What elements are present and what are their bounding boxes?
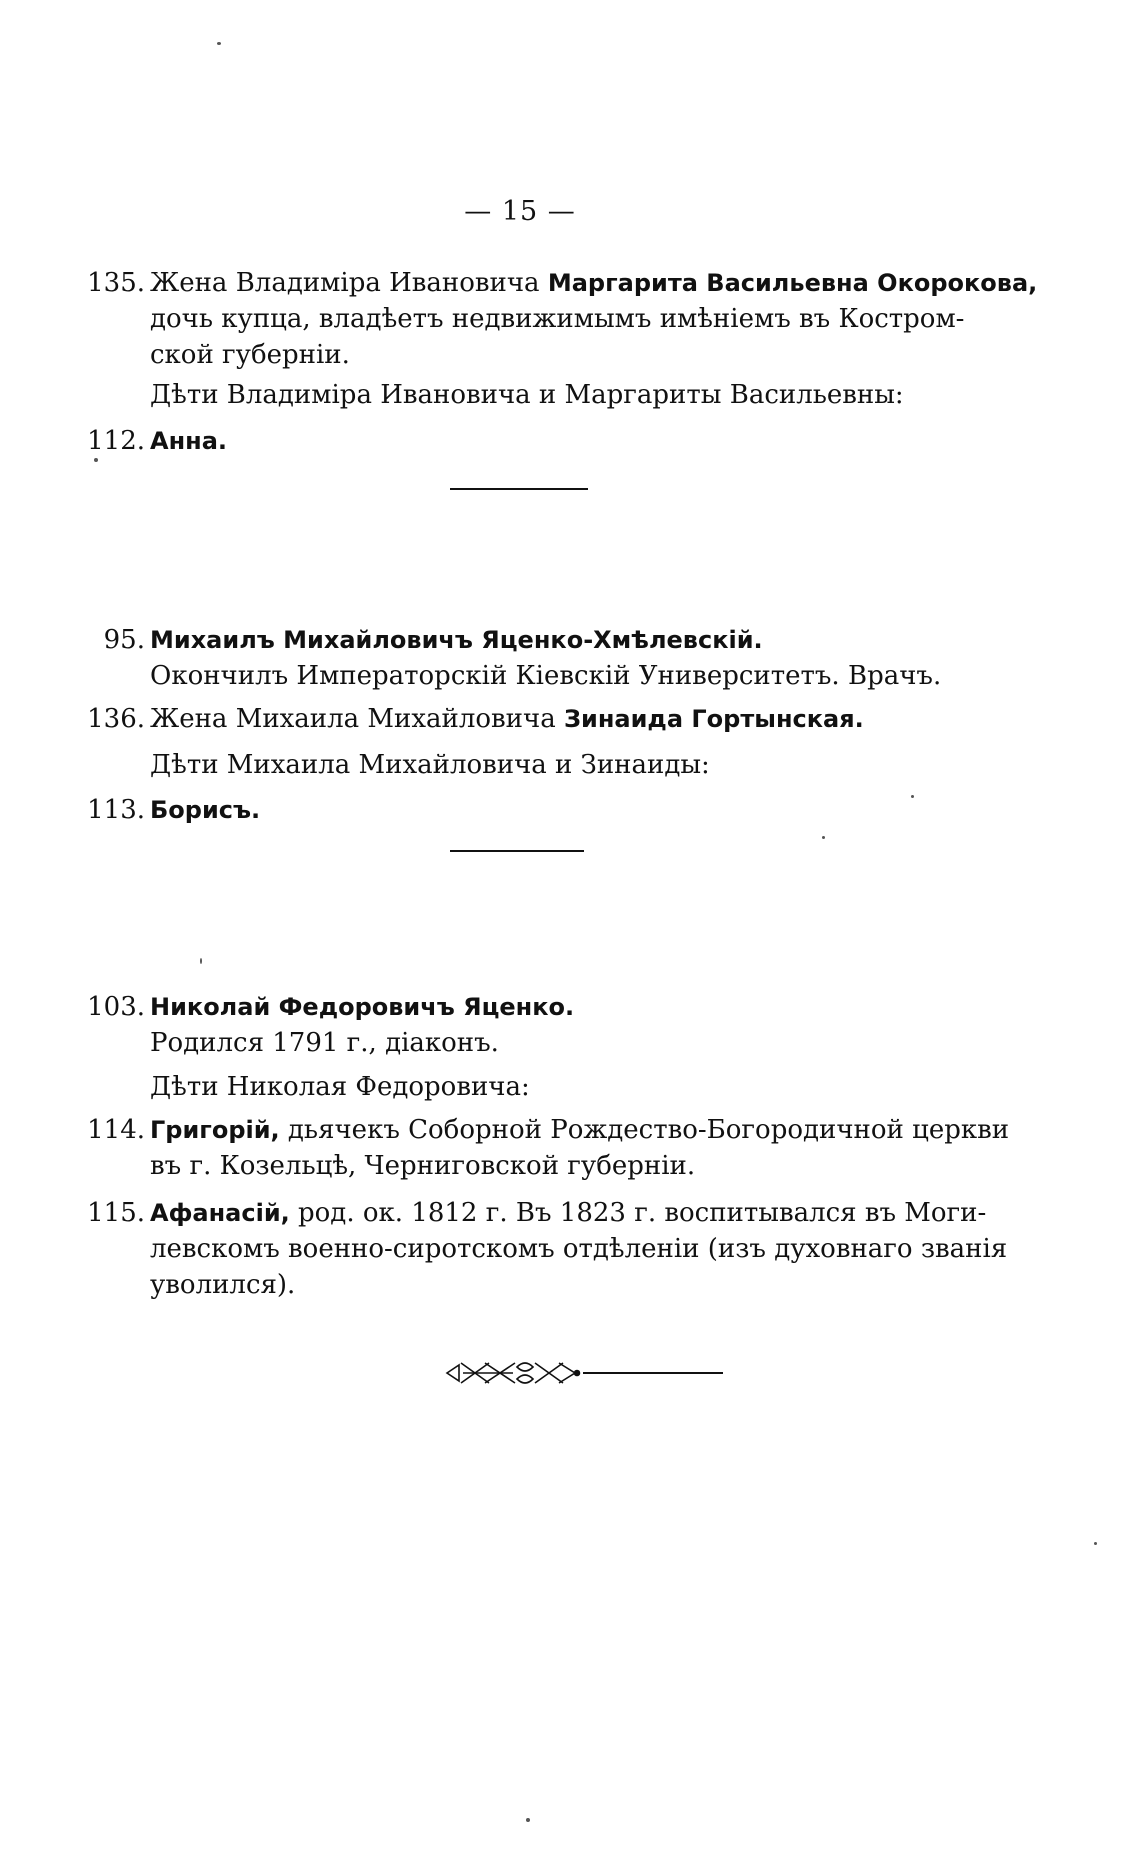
- entry-95-line-2: Окончилъ Императорскій Кіевскій Университетъ. Врачъ.: [150, 661, 942, 691]
- entry-103-name-text: Николай Федоровичъ Яценко.: [150, 993, 575, 1021]
- scan-speck: [822, 836, 825, 839]
- section-divider-2: [450, 850, 584, 852]
- entry-115-name: Афанасій,: [150, 1199, 290, 1227]
- entry-113-name: [150, 793, 260, 827]
- children-heading-mikhail: Дѣти Михаила Михайловича и Зинаиды:: [150, 750, 710, 780]
- children-heading-nikolay: Дѣти Николая Федоровича:: [150, 1072, 530, 1102]
- end-ornament-icon: [445, 1355, 725, 1391]
- entry-number-135: 135.: [87, 268, 145, 298]
- entry-136-text: Жена Михаила Михайловича: [150, 704, 564, 734]
- entry-135-text: Жена Владиміра Ивановича: [150, 268, 548, 298]
- entry-number-136: 136.: [87, 704, 145, 734]
- entry-135-line-2: дочь купца, владѣетъ недвижимымъ имѣніемъ въ Костром-: [150, 304, 965, 334]
- entry-112-name-text: Анна.: [150, 427, 228, 455]
- entry-number-112: 112.: [87, 426, 145, 456]
- entry-115-text: род. ок. 1812 г. Въ 1823 г. воспитывался въ Моги-: [289, 1198, 987, 1228]
- entry-number-95: 95.: [103, 625, 145, 655]
- entry-number-113: 113.: [87, 795, 145, 825]
- entry-112-name: [150, 424, 227, 458]
- entry-95-name: [150, 623, 763, 657]
- scan-speck: [94, 458, 98, 462]
- page-number: — 15 —: [464, 196, 576, 227]
- entry-number-115: 115.: [87, 1198, 145, 1228]
- scan-speck: [911, 795, 914, 798]
- entry-number-103: 103.: [87, 992, 145, 1022]
- entry-136-line-1: [150, 702, 864, 736]
- entry-136-name: Зинаида Гортынская.: [563, 705, 864, 733]
- entry-115-line-1: [150, 1196, 986, 1230]
- entry-103-line-2: Родился 1791 г., діаконъ.: [150, 1028, 499, 1058]
- entry-114-text: дьячекъ Соборной Рождество-Богородичной церкви: [279, 1115, 1010, 1145]
- scan-speck: [526, 1818, 530, 1822]
- scan-speck: [217, 42, 221, 45]
- entry-114-name: Григорій,: [150, 1116, 280, 1144]
- section-divider-1: [450, 488, 588, 490]
- children-heading-vladimir: Дѣти Владиміра Ивановича и Маргариты Васильевны:: [150, 380, 904, 410]
- entry-115-line-2: левскомъ военно-сиротскомъ отдѣленіи (изъ духовнаго званія: [150, 1234, 1008, 1264]
- entry-103-name: [150, 990, 574, 1024]
- scan-speck: [1094, 1542, 1097, 1545]
- entry-115-line-3: уволился).: [150, 1270, 296, 1300]
- entry-135-line-3: ской губерніи.: [150, 340, 350, 370]
- entry-113-name-text: Борисъ.: [150, 796, 261, 824]
- entry-number-114: 114.: [87, 1115, 145, 1145]
- entry-114-line-2: въ г. Козельцѣ, Черниговской губерніи.: [150, 1151, 696, 1181]
- scan-speck: [200, 958, 202, 964]
- entry-135-name: Маргарита Васильевна Окорокова,: [547, 269, 1038, 297]
- entry-114-line-1: [150, 1113, 1009, 1147]
- entry-135-line-1: [150, 266, 1037, 300]
- entry-95-name-text: Михаилъ Михайловичъ Яценко-Хмѣлевскій.: [150, 626, 763, 654]
